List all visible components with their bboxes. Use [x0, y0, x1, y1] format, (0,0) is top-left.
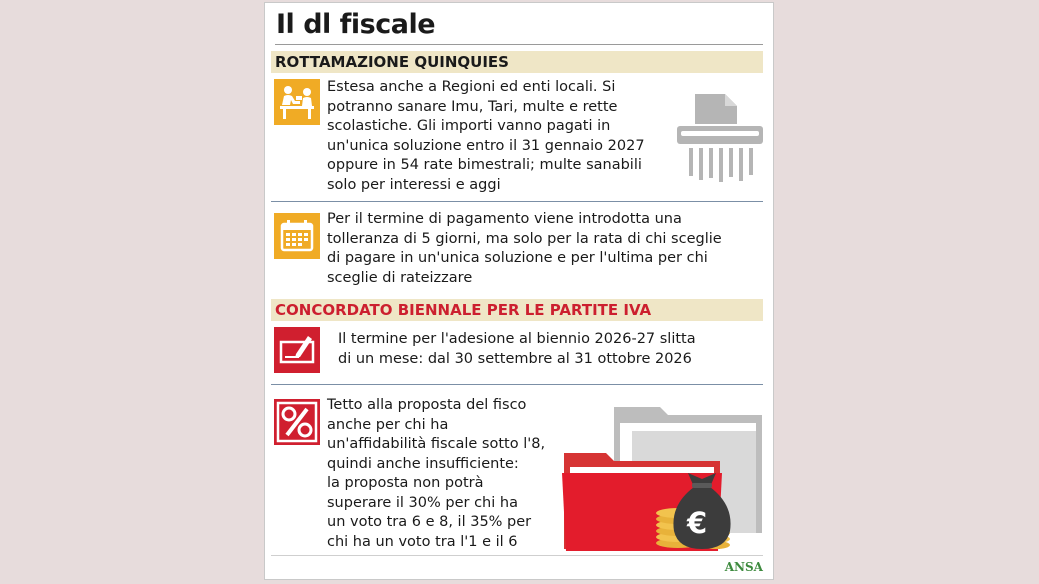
calendar-icon [274, 213, 320, 259]
paragraph-concordato-2: Tetto alla proposta del fisco anche per chi ha un'affidabilità fiscale sotto l'8, quindi anche insufficiente: la proposta non potrà superare il 30% per chi ha un voto tra 6 e 8, il 35% per chi ha un voto tra l'1 e il 6 [327, 397, 546, 550]
page-title: Il dl fiscale [276, 9, 436, 40]
folders-money-bag-icon [562, 403, 767, 553]
euro-symbol: € [687, 506, 708, 540]
section-title: ROTTAMAZIONE QUINQUIES [275, 53, 509, 71]
title-divider [275, 44, 763, 45]
source-logo: ANSA [724, 560, 763, 574]
section-header-concordato [271, 299, 763, 321]
section-header-rottamazione [271, 51, 763, 73]
percent-icon [274, 399, 320, 445]
paragraph-concordato-1: Il termine per l'adesione al biennio 2026-27 slitta di un mese: dal 30 settembre al 31 ottobre 2026 [338, 331, 696, 367]
people-desk-icon [274, 79, 320, 125]
footer-divider [271, 555, 763, 556]
paragraph-rottamazione-2: Per il termine di pagamento viene introdotta una tolleranza di 5 giorni, ma solo per la rata di chi sceglie di pagare in un'unica soluzione e per l'ultima per chi sceglie di rateizzare [327, 211, 722, 286]
signing-check-icon [274, 327, 320, 373]
infographic-card [264, 2, 774, 580]
paper-shredder-icon [675, 92, 765, 184]
divider [271, 201, 763, 202]
divider [271, 384, 763, 385]
section-title: CONCORDATO BIENNALE PER LE PARTITE IVA [275, 301, 652, 319]
paragraph-rottamazione-1: Estesa anche a Regioni ed enti locali. Si potranno sanare Imu, Tari, multe e rette scolastiche. Gli importi vanno pagati in un'unica soluzione entro il 31 gennaio 2027 oppure in 54 rate bimestrali; multe sanabili solo per interessi e aggi [327, 79, 645, 193]
